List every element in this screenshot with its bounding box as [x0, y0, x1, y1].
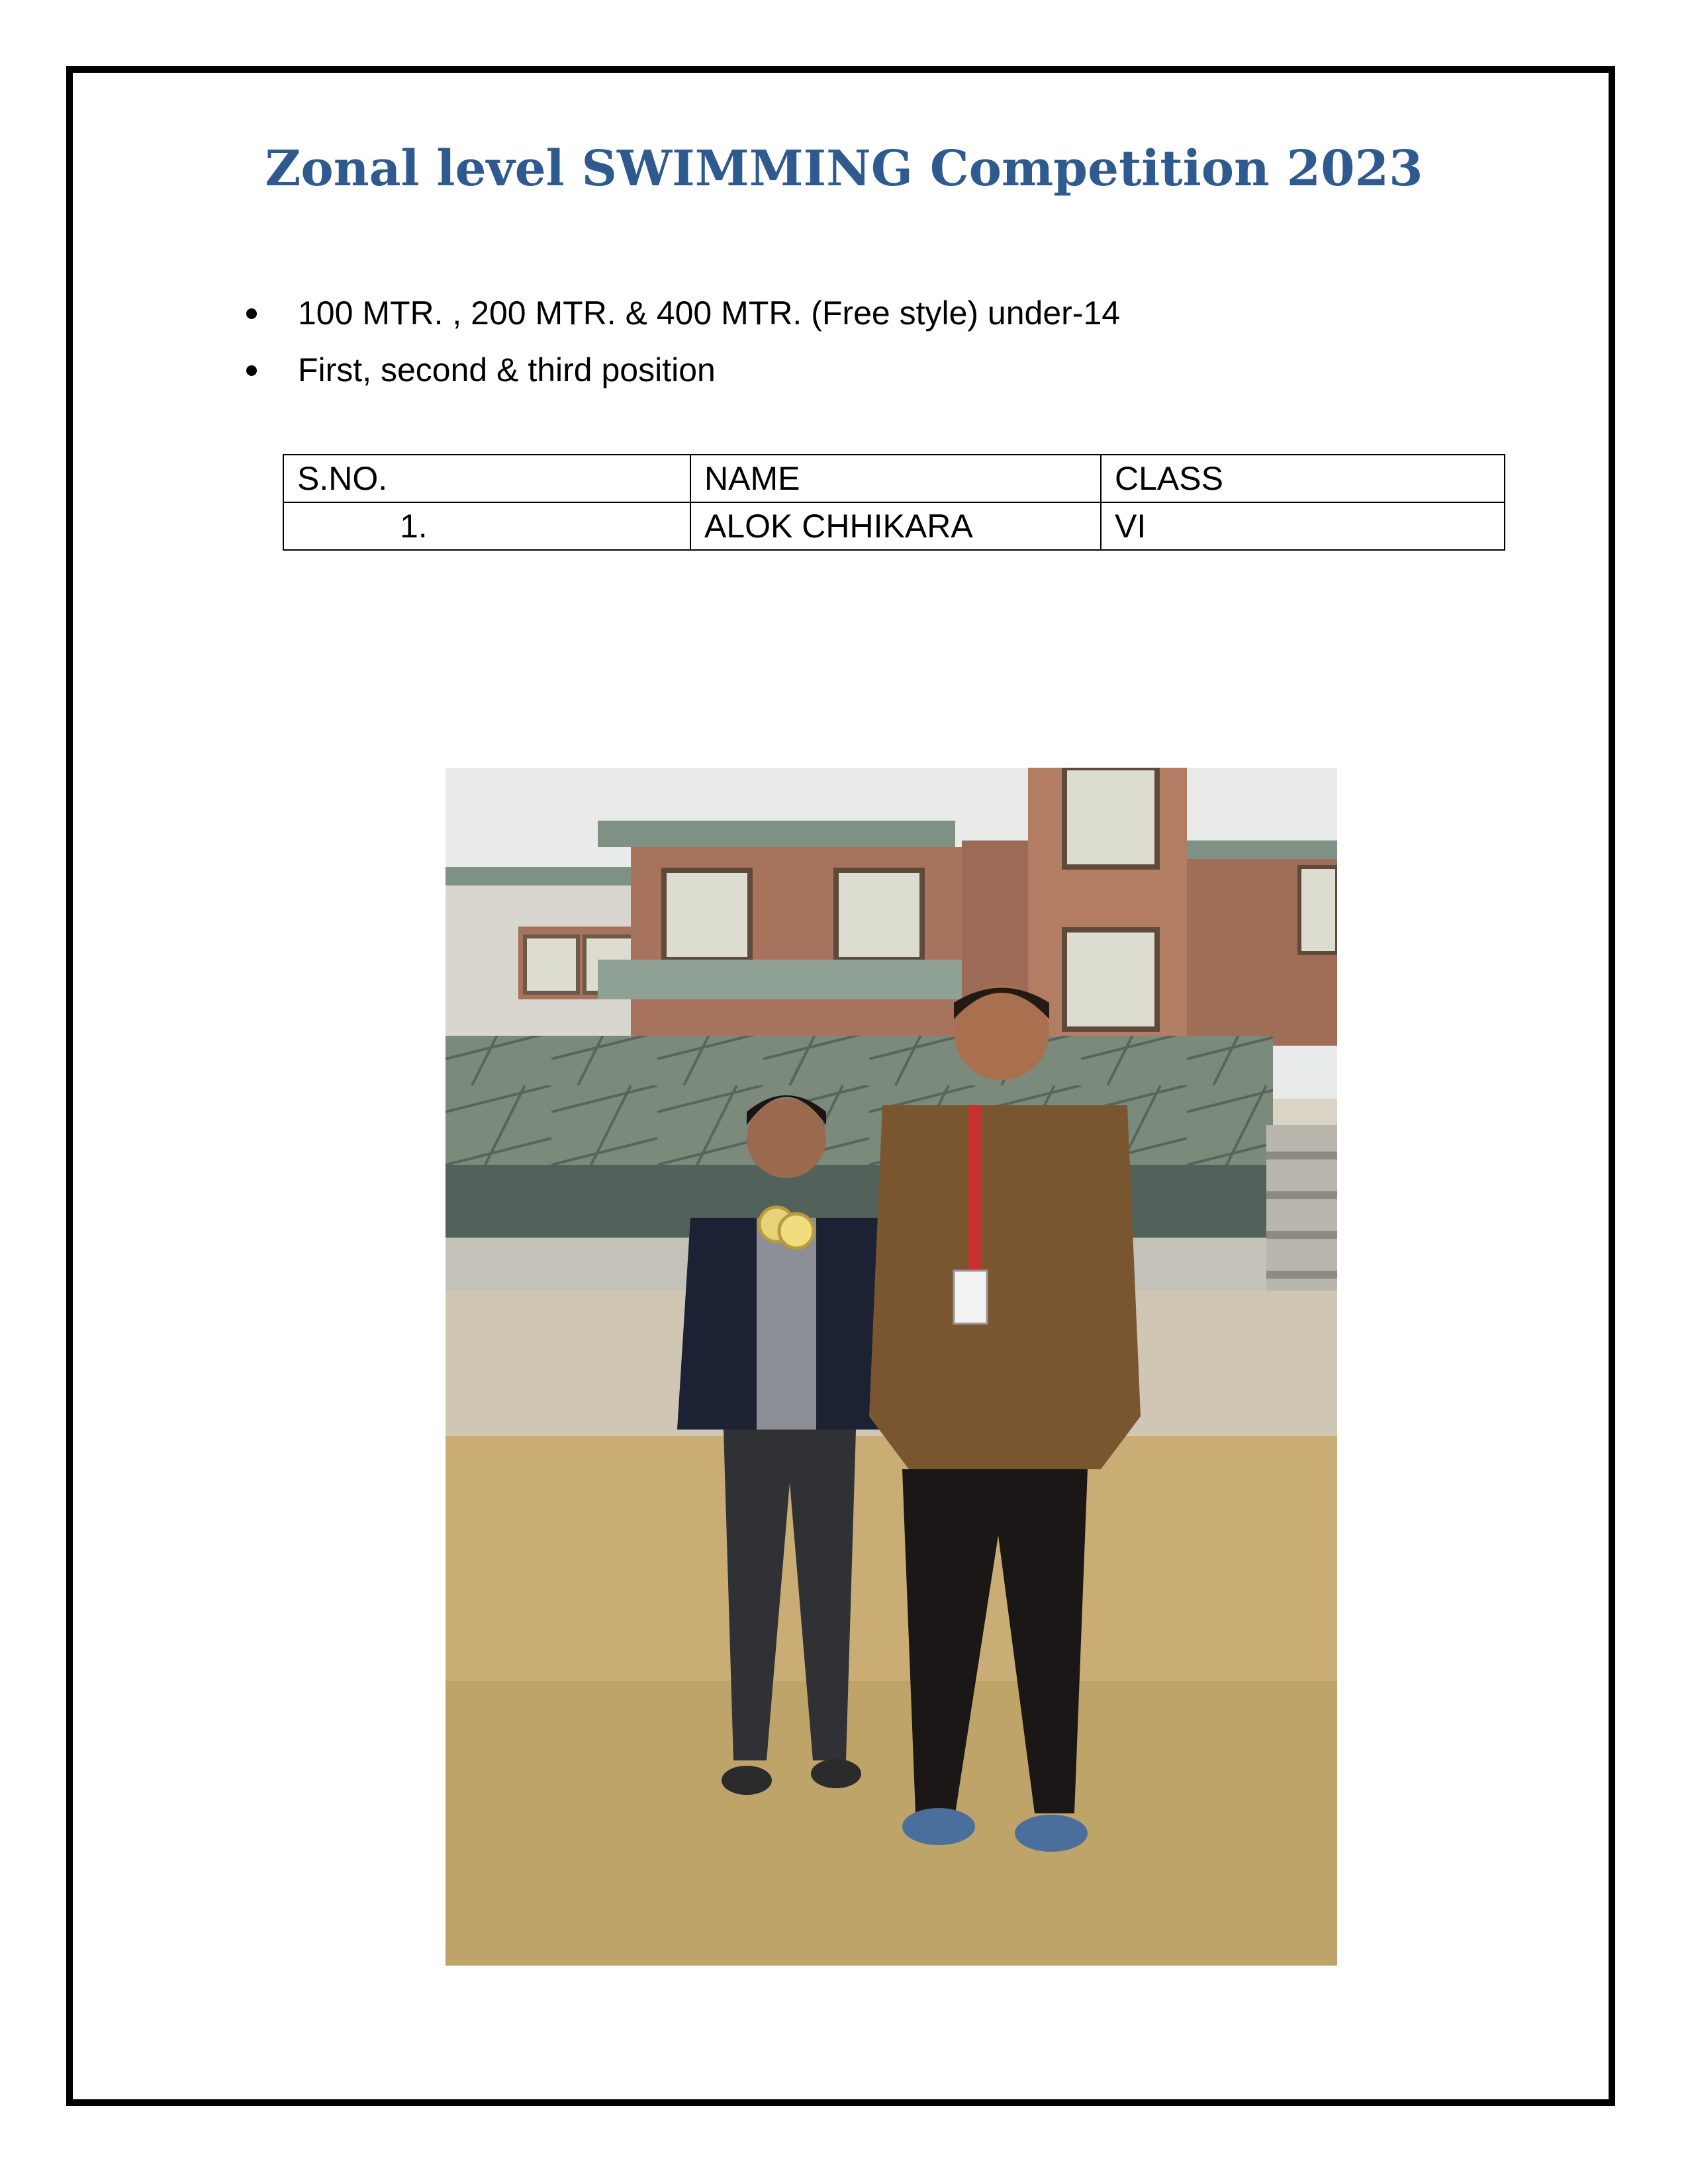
results-table [283, 454, 1505, 551]
bullet-list [246, 285, 1120, 398]
bullet-icon [246, 365, 257, 376]
bullet-item [246, 285, 1120, 341]
header-name: NAME [690, 455, 1101, 502]
table-header-row [283, 455, 1505, 502]
winner-photo [445, 768, 1337, 1966]
cell-name: ALOK CHHIKARA [690, 502, 1101, 550]
cell-class: VI [1101, 502, 1505, 550]
photo-illustration [445, 768, 1337, 1966]
header-sno: S.NO. [283, 455, 690, 502]
header-class: CLASS [1101, 455, 1505, 502]
table-row [283, 502, 1505, 550]
bullet-item [246, 341, 1120, 398]
page-title: Zonal level SWIMMING Competition 2023 [265, 140, 1423, 197]
cell-sno: 1. [283, 502, 690, 550]
bullet-text: First, second & third position [298, 351, 716, 388]
bullet-text: 100 MTR. , 200 MTR. & 400 MTR. (Free style) under-14 [298, 295, 1121, 332]
bullet-icon [246, 308, 257, 319]
